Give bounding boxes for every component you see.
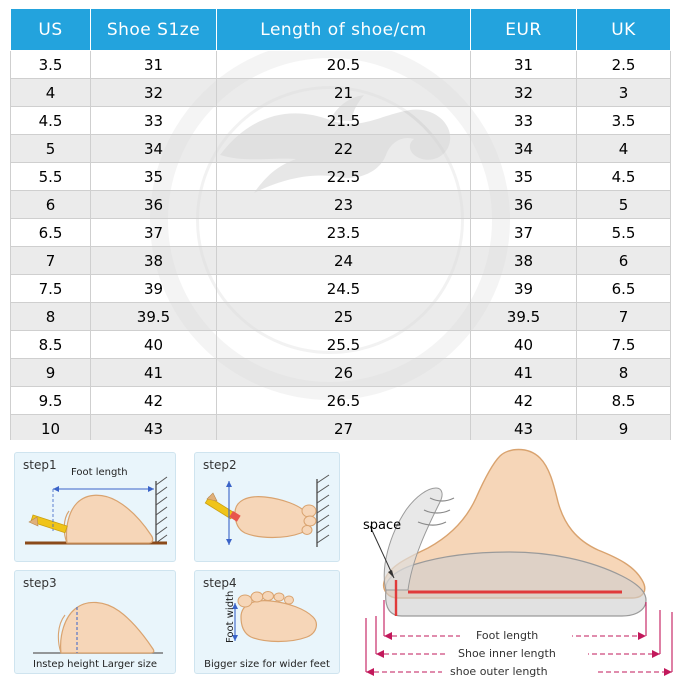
cell-uk: 4.5 — [577, 163, 671, 191]
cell-eur: 40 — [471, 331, 577, 359]
step2-label: step2 — [203, 458, 237, 472]
cell-length: 23 — [217, 191, 471, 219]
cell-uk: 4 — [577, 135, 671, 163]
cell-uk: 3.5 — [577, 107, 671, 135]
table-row — [11, 191, 671, 219]
cell-eur: 32 — [471, 79, 577, 107]
table-header-row — [11, 9, 671, 51]
cell-shoe-size: 39 — [91, 275, 217, 303]
cell-length: 24.5 — [217, 275, 471, 303]
step4-annotation: Foot width — [225, 590, 236, 643]
cell-us: 4 — [11, 79, 91, 107]
step2-box — [194, 452, 340, 562]
column-header-length: Length of shoe/cm — [217, 9, 471, 51]
shoe-fit-diagram — [350, 440, 679, 682]
shoe-outer-length-label: shoe outer length — [450, 665, 548, 678]
shoe-fit-illustration — [350, 440, 679, 682]
step4-label: step4 — [203, 576, 237, 590]
cell-us: 7 — [11, 247, 91, 275]
cell-shoe-size: 31 — [91, 51, 217, 79]
cell-length: 21.5 — [217, 107, 471, 135]
cell-length: 20.5 — [217, 51, 471, 79]
cell-uk: 5 — [577, 191, 671, 219]
table-row — [11, 107, 671, 135]
column-header-uk: UK — [577, 9, 671, 51]
cell-uk: 2.5 — [577, 51, 671, 79]
space-label: space — [363, 518, 402, 533]
cell-shoe-size: 41 — [91, 359, 217, 387]
table-row — [11, 163, 671, 191]
step4-box — [194, 570, 340, 674]
cell-eur: 37 — [471, 219, 577, 247]
cell-uk: 7.5 — [577, 331, 671, 359]
cell-length: 24 — [217, 247, 471, 275]
table-row — [11, 359, 671, 387]
cell-eur: 33 — [471, 107, 577, 135]
cell-length: 25.5 — [217, 331, 471, 359]
cell-shoe-size: 39.5 — [91, 303, 217, 331]
cell-us: 4.5 — [11, 107, 91, 135]
cell-shoe-size: 32 — [91, 79, 217, 107]
cell-eur: 41 — [471, 359, 577, 387]
table-row — [11, 331, 671, 359]
table-row — [11, 275, 671, 303]
cell-shoe-size: 35 — [91, 163, 217, 191]
step3-box — [14, 570, 176, 674]
foot-length-label: Foot length — [476, 629, 539, 642]
cell-length: 27 — [217, 415, 471, 443]
column-header-shoe-size: Shoe S1ze — [91, 9, 217, 51]
cell-shoe-size: 42 — [91, 387, 217, 415]
cell-eur: 38 — [471, 247, 577, 275]
cell-us: 8.5 — [11, 331, 91, 359]
cell-eur: 39 — [471, 275, 577, 303]
size-table — [10, 8, 671, 443]
cell-uk: 7 — [577, 303, 671, 331]
cell-eur: 42 — [471, 387, 577, 415]
cell-us: 3.5 — [11, 51, 91, 79]
table-row — [11, 415, 671, 443]
cell-us: 9.5 — [11, 387, 91, 415]
cell-shoe-size: 34 — [91, 135, 217, 163]
cell-shoe-size: 33 — [91, 107, 217, 135]
cell-us: 7.5 — [11, 275, 91, 303]
cell-shoe-size: 40 — [91, 331, 217, 359]
step3-caption: Instep height Larger size — [33, 659, 157, 670]
table-row — [11, 79, 671, 107]
table-row — [11, 387, 671, 415]
cell-us: 6.5 — [11, 219, 91, 247]
cell-length: 22.5 — [217, 163, 471, 191]
column-header-us: US — [11, 9, 91, 51]
cell-us: 5 — [11, 135, 91, 163]
cell-eur: 43 — [471, 415, 577, 443]
cell-uk: 8.5 — [577, 387, 671, 415]
cell-eur: 31 — [471, 51, 577, 79]
cell-length: 26 — [217, 359, 471, 387]
cell-eur: 35 — [471, 163, 577, 191]
cell-uk: 9 — [577, 415, 671, 443]
step1-label: step1 — [23, 458, 57, 472]
measurement-guide — [0, 440, 679, 682]
cell-us: 9 — [11, 359, 91, 387]
cell-length: 23.5 — [217, 219, 471, 247]
cell-eur: 39.5 — [471, 303, 577, 331]
cell-shoe-size: 38 — [91, 247, 217, 275]
cell-us: 5.5 — [11, 163, 91, 191]
cell-length: 26.5 — [217, 387, 471, 415]
table-row — [11, 51, 671, 79]
cell-shoe-size: 43 — [91, 415, 217, 443]
shoe-inner-length-label: Shoe inner length — [458, 647, 556, 660]
table-row — [11, 219, 671, 247]
cell-uk: 6.5 — [577, 275, 671, 303]
cell-length: 22 — [217, 135, 471, 163]
table-row — [11, 303, 671, 331]
cell-us: 8 — [11, 303, 91, 331]
cell-eur: 34 — [471, 135, 577, 163]
step4-caption: Bigger size for wider feet — [204, 659, 330, 670]
cell-us: 10 — [11, 415, 91, 443]
cell-uk: 8 — [577, 359, 671, 387]
cell-us: 6 — [11, 191, 91, 219]
cell-shoe-size: 37 — [91, 219, 217, 247]
cell-length: 21 — [217, 79, 471, 107]
cell-shoe-size: 36 — [91, 191, 217, 219]
cell-eur: 36 — [471, 191, 577, 219]
step1-annotation: Foot length — [71, 467, 128, 478]
cell-length: 25 — [217, 303, 471, 331]
table-row — [11, 247, 671, 275]
cell-uk: 5.5 — [577, 219, 671, 247]
cell-uk: 6 — [577, 247, 671, 275]
step3-label: step3 — [23, 576, 57, 590]
cell-uk: 3 — [577, 79, 671, 107]
table-row — [11, 135, 671, 163]
step1-box — [14, 452, 176, 562]
step2-illustration — [195, 453, 341, 563]
column-header-eur: EUR — [471, 9, 577, 51]
